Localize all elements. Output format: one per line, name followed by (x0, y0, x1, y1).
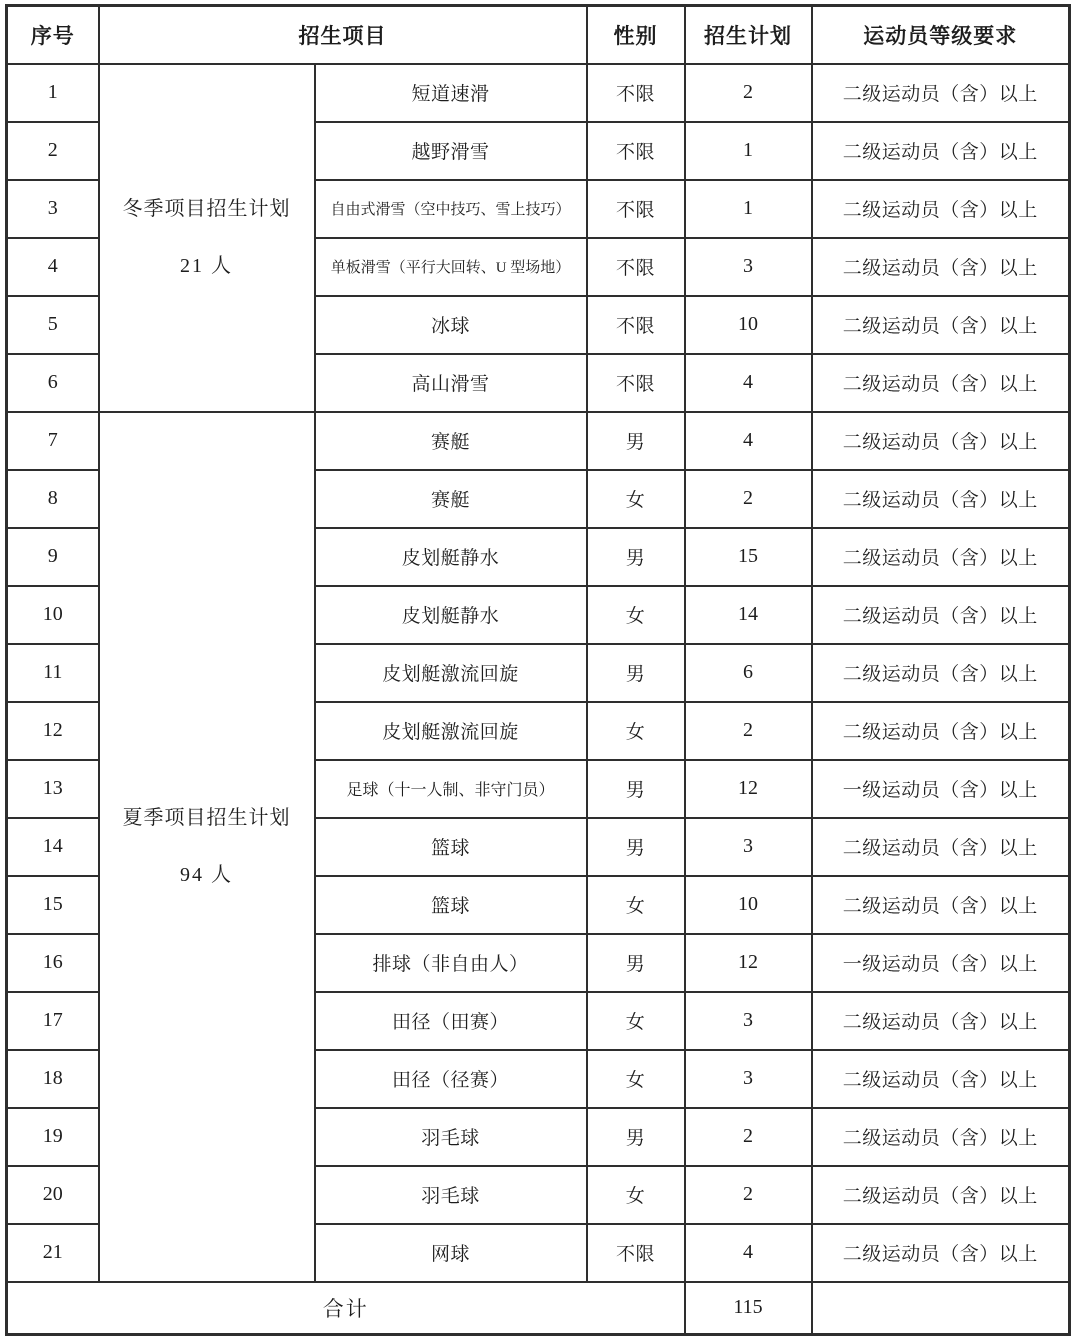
project-cell: 自由式滑雪（空中技巧、雪上技巧） (315, 180, 587, 238)
gender-cell: 男 (587, 818, 685, 876)
header-project: 招生项目 (99, 6, 587, 64)
row-number-cell: 1 (7, 64, 99, 122)
project-cell: 越野滑雪 (315, 122, 587, 180)
group-cell (99, 64, 315, 412)
gender-cell: 女 (587, 876, 685, 934)
requirement-cell: 二级运动员（含）以上 (812, 64, 1070, 122)
total-label: 合计 (7, 1282, 685, 1335)
plan-cell: 15 (685, 528, 812, 586)
footer-row (7, 1282, 1070, 1335)
gender-cell: 男 (587, 760, 685, 818)
plan-cell: 4 (685, 354, 812, 412)
project-cell: 皮划艇激流回旋 (315, 644, 587, 702)
requirement-cell: 二级运动员（含）以上 (812, 354, 1070, 412)
table-body (7, 64, 1070, 1282)
header-row (7, 6, 1070, 64)
gender-cell: 不限 (587, 238, 685, 296)
project-cell: 排球（非自由人） (315, 934, 587, 992)
plan-cell: 12 (685, 934, 812, 992)
plan-cell: 3 (685, 992, 812, 1050)
project-cell: 皮划艇激流回旋 (315, 702, 587, 760)
requirement-cell: 二级运动员（含）以上 (812, 470, 1070, 528)
plan-cell: 3 (685, 238, 812, 296)
gender-cell: 男 (587, 934, 685, 992)
table-footer (7, 1282, 1070, 1335)
plan-cell: 4 (685, 1224, 812, 1282)
project-cell: 足球（十一人制、非守门员） (315, 760, 587, 818)
plan-cell: 10 (685, 296, 812, 354)
requirement-cell: 二级运动员（含）以上 (812, 1050, 1070, 1108)
row-number-cell: 10 (7, 586, 99, 644)
project-cell: 篮球 (315, 818, 587, 876)
row-number-cell: 2 (7, 122, 99, 180)
gender-cell: 男 (587, 528, 685, 586)
group-title: 夏季项目招生计划 (122, 806, 291, 829)
row-number-cell: 11 (7, 644, 99, 702)
plan-cell: 3 (685, 1050, 812, 1108)
row-number-cell: 7 (7, 412, 99, 470)
header-requirement: 运动员等级要求 (812, 6, 1070, 64)
project-cell: 赛艇 (315, 470, 587, 528)
project-cell: 网球 (315, 1224, 587, 1282)
gender-cell: 不限 (587, 1224, 685, 1282)
gender-cell: 男 (587, 644, 685, 702)
requirement-cell: 一级运动员（含）以上 (812, 934, 1070, 992)
row-number-cell: 14 (7, 818, 99, 876)
gender-cell: 不限 (587, 296, 685, 354)
gender-cell: 不限 (587, 180, 685, 238)
header-gender: 性别 (587, 6, 685, 64)
project-cell: 高山滑雪 (315, 354, 587, 412)
requirement-cell: 二级运动员（含）以上 (812, 644, 1070, 702)
gender-cell: 不限 (587, 122, 685, 180)
group-count: 94 人 (180, 863, 233, 886)
gender-cell: 女 (587, 1050, 685, 1108)
row-number-cell: 18 (7, 1050, 99, 1108)
plan-cell: 1 (685, 122, 812, 180)
requirement-cell: 二级运动员（含）以上 (812, 586, 1070, 644)
header-plan: 招生计划 (685, 6, 812, 64)
table-row (7, 412, 1070, 470)
row-number-cell: 6 (7, 354, 99, 412)
header-no: 序号 (7, 6, 99, 64)
row-number-cell: 15 (7, 876, 99, 934)
group-count: 21 人 (180, 254, 233, 277)
requirement-cell: 二级运动员（含）以上 (812, 876, 1070, 934)
project-cell: 皮划艇静水 (315, 528, 587, 586)
plan-cell: 2 (685, 1108, 812, 1166)
plan-cell: 4 (685, 412, 812, 470)
row-number-cell: 12 (7, 702, 99, 760)
row-number-cell: 19 (7, 1108, 99, 1166)
requirement-cell: 二级运动员（含）以上 (812, 702, 1070, 760)
project-cell: 短道速滑 (315, 64, 587, 122)
row-number-cell: 17 (7, 992, 99, 1050)
requirement-cell: 二级运动员（含）以上 (812, 238, 1070, 296)
requirement-cell: 二级运动员（含）以上 (812, 122, 1070, 180)
group-title: 冬季项目招生计划 (122, 197, 291, 220)
project-cell: 田径（田赛） (315, 992, 587, 1050)
plan-cell: 6 (685, 644, 812, 702)
gender-cell: 男 (587, 412, 685, 470)
admissions-plan-table (5, 4, 1071, 1336)
plan-cell: 2 (685, 470, 812, 528)
requirement-cell: 二级运动员（含）以上 (812, 992, 1070, 1050)
table-header (7, 6, 1070, 64)
requirement-cell: 二级运动员（含）以上 (812, 1166, 1070, 1224)
row-number-cell: 16 (7, 934, 99, 992)
project-cell: 羽毛球 (315, 1166, 587, 1224)
total-value: 115 (685, 1282, 812, 1335)
plan-cell: 2 (685, 64, 812, 122)
project-cell: 皮划艇静水 (315, 586, 587, 644)
project-cell: 田径（径赛） (315, 1050, 587, 1108)
footer-empty-cell (812, 1282, 1070, 1335)
gender-cell: 女 (587, 470, 685, 528)
plan-cell: 3 (685, 818, 812, 876)
requirement-cell: 二级运动员（含）以上 (812, 1108, 1070, 1166)
requirement-cell: 二级运动员（含）以上 (812, 180, 1070, 238)
project-cell: 羽毛球 (315, 1108, 587, 1166)
plan-cell: 1 (685, 180, 812, 238)
project-cell: 篮球 (315, 876, 587, 934)
gender-cell: 男 (587, 1108, 685, 1166)
gender-cell: 女 (587, 586, 685, 644)
group-cell (99, 412, 315, 1282)
row-number-cell: 20 (7, 1166, 99, 1224)
requirement-cell: 二级运动员（含）以上 (812, 412, 1070, 470)
row-number-cell: 5 (7, 296, 99, 354)
plan-cell: 10 (685, 876, 812, 934)
requirement-cell: 二级运动员（含）以上 (812, 818, 1070, 876)
project-cell: 赛艇 (315, 412, 587, 470)
plan-cell: 14 (685, 586, 812, 644)
requirement-cell: 一级运动员（含）以上 (812, 760, 1070, 818)
plan-cell: 2 (685, 1166, 812, 1224)
requirement-cell: 二级运动员（含）以上 (812, 1224, 1070, 1282)
project-cell: 单板滑雪（平行大回转、U 型场地） (315, 238, 587, 296)
row-number-cell: 8 (7, 470, 99, 528)
plan-cell: 12 (685, 760, 812, 818)
table-row (7, 64, 1070, 122)
row-number-cell: 13 (7, 760, 99, 818)
gender-cell: 女 (587, 992, 685, 1050)
plan-cell: 2 (685, 702, 812, 760)
gender-cell: 不限 (587, 64, 685, 122)
row-number-cell: 9 (7, 528, 99, 586)
gender-cell: 不限 (587, 354, 685, 412)
row-number-cell: 3 (7, 180, 99, 238)
gender-cell: 女 (587, 702, 685, 760)
project-cell: 冰球 (315, 296, 587, 354)
requirement-cell: 二级运动员（含）以上 (812, 296, 1070, 354)
requirement-cell: 二级运动员（含）以上 (812, 528, 1070, 586)
gender-cell: 女 (587, 1166, 685, 1224)
row-number-cell: 4 (7, 238, 99, 296)
row-number-cell: 21 (7, 1224, 99, 1282)
